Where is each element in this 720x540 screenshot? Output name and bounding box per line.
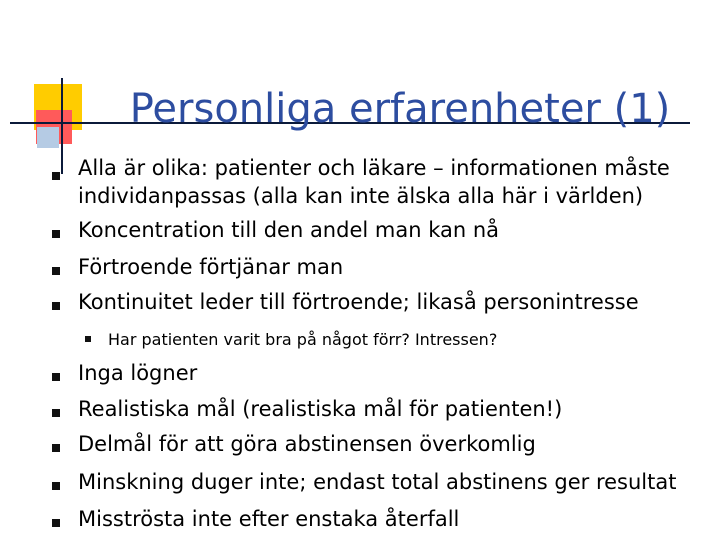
bullet-text: Koncentration till den andel man kan nå xyxy=(78,218,500,242)
sub-bullet-marker xyxy=(85,336,91,342)
bullet-marker xyxy=(52,519,60,527)
bullet-marker xyxy=(52,444,60,452)
bullet-text: Kontinuitet leder till förtroende; likaså personintresse xyxy=(78,290,639,314)
bullet-marker xyxy=(52,230,60,238)
decor-vertical-line xyxy=(61,78,63,174)
slide-title: Personliga erfarenheter (1) xyxy=(129,86,671,132)
bullet-text: Alla är olika: patienter och läkare – informationen måste xyxy=(78,156,670,180)
bullet-marker xyxy=(52,267,60,275)
bullet-text: Inga lögner xyxy=(78,361,198,385)
decor-blue-square xyxy=(37,127,59,148)
bullet-marker xyxy=(52,172,60,180)
sub-bullet-text: Har patienten varit bra på något förr? Intressen? xyxy=(108,330,498,349)
bullet-marker xyxy=(52,302,60,310)
bullet-text: Delmål för att göra abstinensen överkomlig xyxy=(78,432,536,456)
bullet-text: Minskning duger inte; endast total abstinens ger resultat xyxy=(78,470,677,494)
bullet-text: Realistiska mål (realistiska mål för patienten!) xyxy=(78,397,563,421)
bullet-text: Förtroende förtjänar man xyxy=(78,255,344,279)
bullet-marker xyxy=(52,409,60,417)
bullet-text-continued: individanpassas (alla kan inte älska alla här i världen) xyxy=(78,184,644,208)
bullet-text: Misströsta inte efter enstaka återfall xyxy=(78,507,460,531)
bullet-marker xyxy=(52,373,60,381)
bullet-marker xyxy=(52,482,60,490)
